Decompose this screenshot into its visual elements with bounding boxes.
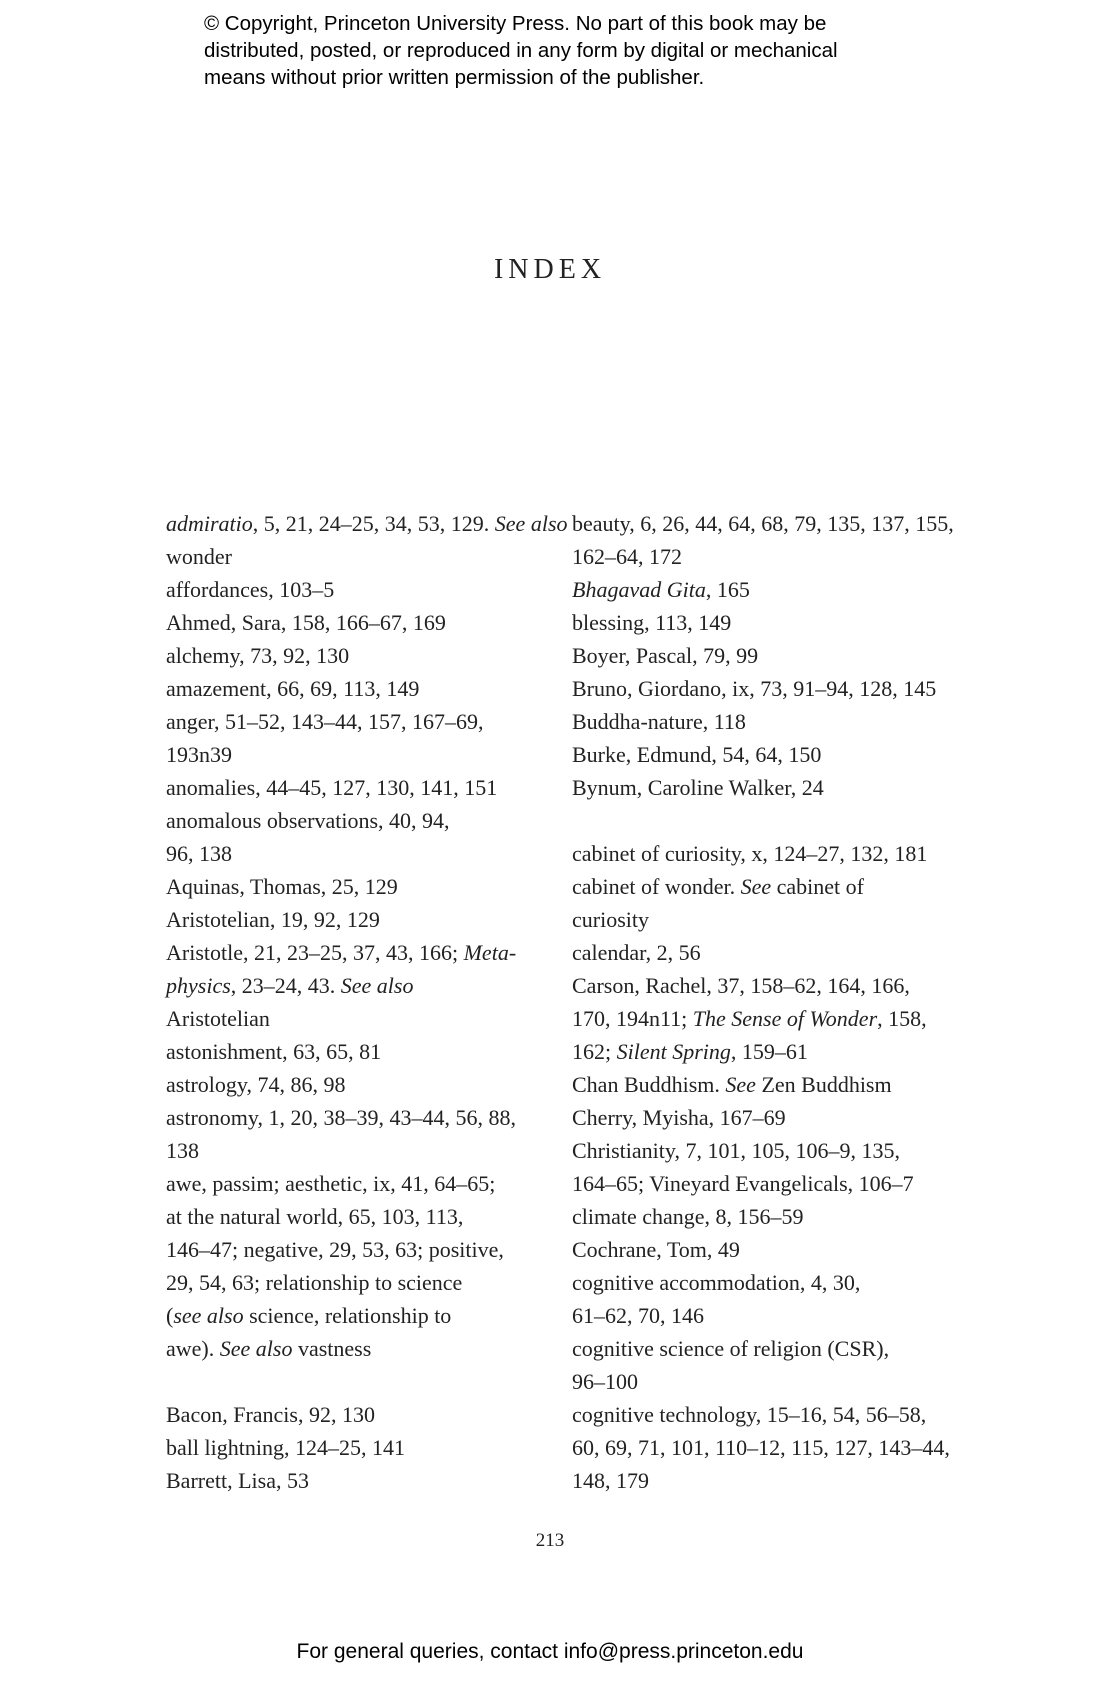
index-entry <box>166 1431 541 1464</box>
index-entry <box>166 1167 541 1365</box>
italic-text: See also <box>494 511 568 536</box>
index-entry <box>572 1266 947 1332</box>
entry-text: Carson, Rachel, 37, 158–62, 164, 166, <box>572 973 910 998</box>
index-entry <box>166 903 541 936</box>
entry-text: Boyer, Pascal, 79, 99 <box>572 643 759 668</box>
index-entry-line <box>166 1332 541 1365</box>
index-entry-line <box>166 1068 541 1101</box>
index-entry-line <box>166 969 541 1002</box>
index-entry-line <box>166 1398 541 1431</box>
entry-text: science, relationship to <box>243 1303 452 1328</box>
index-entry-line <box>166 936 541 969</box>
italic-text: Meta- <box>463 940 517 965</box>
index-entry-line <box>166 1035 541 1068</box>
entry-text: awe). <box>166 1336 220 1361</box>
entry-text: 162–64, 172 <box>572 544 682 569</box>
index-entry <box>572 672 947 705</box>
index-entry <box>572 738 947 771</box>
index-entry-line <box>572 870 947 903</box>
index-entry-line <box>166 1431 541 1464</box>
index-entry-line <box>166 507 568 540</box>
entry-text: astonishment, 63, 65, 81 <box>166 1039 382 1064</box>
index-entry-line <box>166 672 541 705</box>
index-entry-line <box>166 1464 541 1497</box>
index-entry-line <box>166 705 541 738</box>
index-entry-line <box>572 1233 947 1266</box>
index-entry <box>572 705 947 738</box>
entry-text: Bacon, Francis, 92, 130 <box>166 1402 375 1427</box>
entry-text: 170, 194n11; <box>572 1006 693 1031</box>
index-entry-line <box>572 1002 947 1035</box>
index-entry <box>166 936 541 1035</box>
index-entry-line <box>572 1068 947 1101</box>
index-entry <box>572 969 947 1068</box>
index-entry-line <box>166 1101 541 1134</box>
entry-text: amazement, 66, 69, 113, 149 <box>166 676 420 701</box>
index-entry-line <box>572 903 947 936</box>
index-entry <box>572 1398 950 1497</box>
index-entry <box>166 1398 541 1431</box>
index-entry <box>166 606 541 639</box>
entry-text: Barrett, Lisa, 53 <box>166 1468 309 1493</box>
index-entry-line <box>572 771 947 804</box>
entry-text: 164–65; Vineyard Evangelicals, 106–7 <box>572 1171 914 1196</box>
index-entry-line <box>572 1332 947 1365</box>
entry-text: 162; <box>572 1039 617 1064</box>
index-entry-line <box>572 1266 947 1299</box>
index-entry-line <box>572 1101 947 1134</box>
entry-text: 146–47; negative, 29, 53, 63; positive, <box>166 1237 504 1262</box>
entry-text: 96, 138 <box>166 841 232 866</box>
entry-text: , 23–24, 43. <box>230 973 341 998</box>
entry-text: calendar, 2, 56 <box>572 940 701 965</box>
entry-text: vastness <box>292 1336 372 1361</box>
entry-text: anomalies, 44–45, 127, 130, 141, 151 <box>166 775 498 800</box>
index-entry <box>572 639 947 672</box>
index-entry-line <box>166 903 541 936</box>
index-entry-line <box>572 672 947 705</box>
index-entry <box>166 1101 541 1167</box>
index-entry <box>166 804 541 870</box>
entry-text: , 5, 21, 24–25, 34, 53, 129. <box>252 511 495 536</box>
index-entry-line <box>166 1134 541 1167</box>
italic-text: Bhagavad Gita <box>572 577 706 602</box>
index-entry-line <box>572 1035 947 1068</box>
index-entry-line <box>572 1431 950 1464</box>
index-entry-line <box>572 969 947 1002</box>
index-entry-line <box>166 837 541 870</box>
entry-text: , 158, <box>877 1006 927 1031</box>
index-column-left <box>166 507 568 1497</box>
entry-text: cognitive accommodation, 4, 30, <box>572 1270 861 1295</box>
entry-text: ( <box>166 1303 174 1328</box>
index-entry-line <box>166 1233 541 1266</box>
entry-text: cabinet of wonder. <box>572 874 741 899</box>
copyright-line: means without prior written permission of the publisher. <box>204 66 705 89</box>
index-entry <box>166 1035 541 1068</box>
italic-text: See <box>725 1072 756 1097</box>
index-entry <box>166 573 541 606</box>
entry-text: Aquinas, Thomas, 25, 129 <box>166 874 398 899</box>
italic-text: Silent Spring <box>616 1039 731 1064</box>
index-entry-line <box>572 540 947 573</box>
entry-text: affordances, 103–5 <box>166 577 335 602</box>
index-entry-line <box>166 1167 541 1200</box>
footer-contact: For general queries, contact info@press.princeton.edu <box>296 1640 804 1663</box>
entry-text: Burke, Edmund, 54, 64, 150 <box>572 742 822 767</box>
index-entry-line <box>572 1464 947 1497</box>
entry-text: astronomy, 1, 20, 38–39, 43–44, 56, 88, <box>166 1105 516 1130</box>
entry-text: alchemy, 73, 92, 130 <box>166 643 350 668</box>
entry-text: astrology, 74, 86, 98 <box>166 1072 346 1097</box>
entry-text: 138 <box>166 1138 199 1163</box>
entry-text: Cochrane, Tom, 49 <box>572 1237 740 1262</box>
index-entry <box>572 573 947 606</box>
copyright-line: distributed, posted, or reproduced in any form by digital or mechanical <box>204 39 838 62</box>
index-entry <box>572 606 947 639</box>
entry-text: 148, 179 <box>572 1468 649 1493</box>
letter-group-gap <box>572 804 947 837</box>
index-entry-line <box>572 1299 947 1332</box>
index-entry <box>166 705 541 771</box>
entry-text: beauty, 6, 26, 44, 64, 68, 79, 135, 137, 155, <box>572 511 954 536</box>
entry-text: blessing, 113, 149 <box>572 610 732 635</box>
index-entry <box>166 870 541 903</box>
index-entry-line <box>572 1134 947 1167</box>
copyright-notice <box>204 10 1004 91</box>
entry-text: Ahmed, Sara, 158, 166–67, 169 <box>166 610 446 635</box>
index-entry-line <box>572 1200 947 1233</box>
index-entry <box>572 1068 947 1101</box>
index-entry-line <box>166 573 541 606</box>
entry-text: Christianity, 7, 101, 105, 106–9, 135, <box>572 1138 900 1163</box>
index-entry-line <box>572 738 947 771</box>
italic-text: admiratio <box>166 511 253 536</box>
entry-text: Buddha-nature, 118 <box>572 709 746 734</box>
index-entry <box>166 507 568 573</box>
italic-text: See also <box>219 1336 293 1361</box>
index-entry-line <box>166 639 541 672</box>
entry-text: 60, 69, 71, 101, 110–12, 115, 127, 143–44, <box>572 1435 950 1460</box>
index-entry-line <box>572 936 947 969</box>
entry-text: awe, passim; aesthetic, ix, 41, 64–65; <box>166 1171 496 1196</box>
entry-text: Bruno, Giordano, ix, 73, 91–94, 128, 145 <box>572 676 937 701</box>
index-entry <box>572 771 947 804</box>
index-entry <box>572 1233 947 1266</box>
index-entry <box>572 1101 947 1134</box>
index-entry-line <box>166 606 541 639</box>
index-entry <box>166 1068 541 1101</box>
index-entry-line <box>166 804 541 837</box>
index-entry <box>166 672 541 705</box>
index-entry <box>572 1200 947 1233</box>
entry-text: Cherry, Myisha, 167–69 <box>572 1105 786 1130</box>
italic-text: see also <box>173 1303 244 1328</box>
entry-text: climate change, 8, 156–59 <box>572 1204 804 1229</box>
italic-text: See also <box>340 973 414 998</box>
italic-text: See <box>740 874 772 899</box>
entry-text: anomalous observations, 40, 94, <box>166 808 450 833</box>
index-entry-line <box>572 1167 947 1200</box>
entry-text: 61–62, 70, 146 <box>572 1303 704 1328</box>
entry-text: , 165 <box>705 577 750 602</box>
index-entry-line <box>572 573 947 606</box>
index-entry <box>572 1332 947 1398</box>
index-entry <box>166 639 541 672</box>
italic-text: physics <box>166 973 231 998</box>
entry-text: , 159–61 <box>730 1039 808 1064</box>
entry-text: cognitive science of religion (CSR), <box>572 1336 890 1361</box>
index-entry-line <box>572 507 954 540</box>
index-column-right <box>572 507 954 1497</box>
entry-text: Zen Buddhism <box>755 1072 892 1097</box>
index-entry-line <box>572 639 947 672</box>
index-entry-line <box>572 1365 947 1398</box>
index-entry <box>572 507 954 573</box>
index-entry <box>572 1134 947 1200</box>
entry-text: cabinet of curiosity, x, 124–27, 132, 181 <box>572 841 928 866</box>
index-entry-line <box>166 1299 541 1332</box>
entry-text: at the natural world, 65, 103, 113, <box>166 1204 464 1229</box>
index-entry-line <box>166 1002 541 1035</box>
entry-text: cognitive technology, 15–16, 54, 56–58, <box>572 1402 927 1427</box>
index-entry-line <box>166 738 541 771</box>
page-number: 213 <box>535 1530 565 1551</box>
letter-group-gap <box>166 1365 541 1398</box>
index-entry-line <box>166 1266 541 1299</box>
entry-text: Bynum, Caroline Walker, 24 <box>572 775 824 800</box>
entry-text: Aristotle, 21, 23–25, 37, 43, 166; <box>166 940 464 965</box>
index-entry-line <box>572 606 947 639</box>
index-entry <box>166 771 541 804</box>
entry-text: anger, 51–52, 143–44, 157, 167–69, <box>166 709 484 734</box>
entry-text: 193n39 <box>166 742 232 767</box>
index-entry <box>166 1464 541 1497</box>
index-entry-line <box>572 1398 947 1431</box>
index-entry-line <box>166 771 541 804</box>
copyright-line: © Copyright, Princeton University Press. No part of this book may be <box>204 12 827 35</box>
entry-text: 96–100 <box>572 1369 638 1394</box>
entry-text: Aristotelian, 19, 92, 129 <box>166 907 380 932</box>
entry-text: ball lightning, 124–25, 141 <box>166 1435 405 1460</box>
index-entry-line <box>572 705 947 738</box>
index-entry <box>572 936 947 969</box>
page-title: INDEX <box>493 254 607 285</box>
index-entry <box>572 870 947 936</box>
entry-text: 29, 54, 63; relationship to science <box>166 1270 463 1295</box>
index-entry-line <box>166 1200 541 1233</box>
index-entry-line <box>166 540 541 573</box>
index-entry-line <box>166 870 541 903</box>
entry-text: cabinet of <box>771 874 864 899</box>
italic-text: The Sense of Wonder <box>692 1006 878 1031</box>
entry-text: curiosity <box>572 907 649 932</box>
entry-text: wonder <box>166 544 232 569</box>
entry-text: Chan Buddhism. <box>572 1072 726 1097</box>
entry-text: Aristotelian <box>166 1006 270 1031</box>
index-entry <box>572 837 947 870</box>
index-entry-line <box>572 837 947 870</box>
